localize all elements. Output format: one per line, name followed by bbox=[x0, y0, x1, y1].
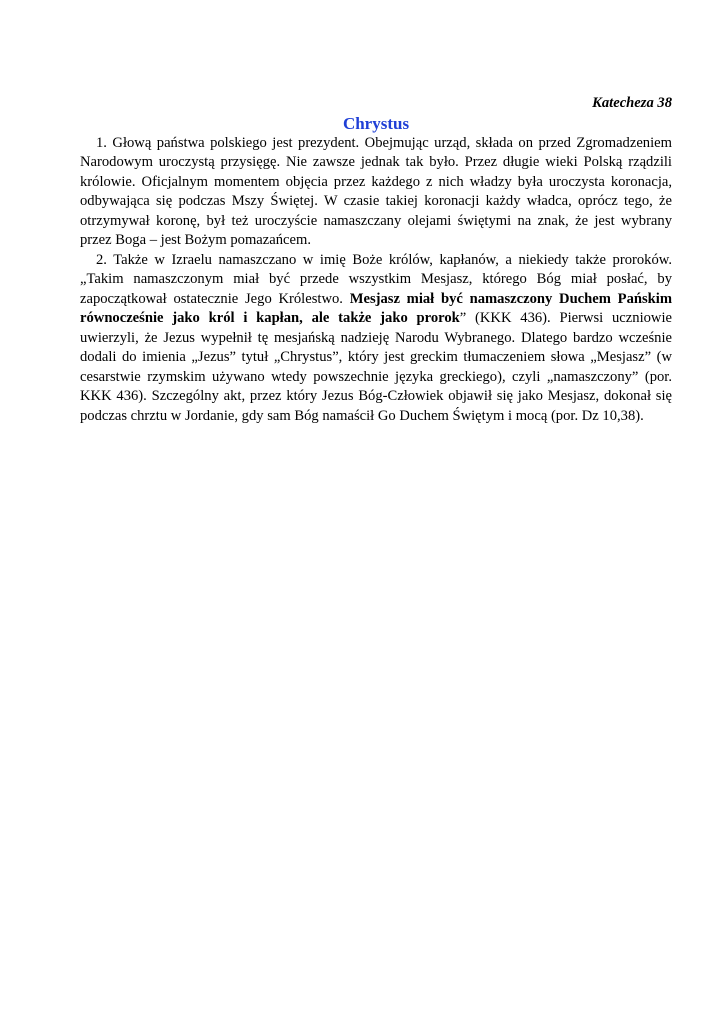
paragraph-2-text-c: ” (KKK 436). Pierwsi uczniowie uwierzyli, że Jezus wypełnił tę mesjańską nadzieję Narodu Wybranego. Dlatego bardzo wcześnie dodali do imienia „Jezus” tytuł „Chrystus”, który jest greckim tłumaczeniem słowa „Mesjasz” (w cesarstwie rzymskim używano wtedy powszechnie języka greckiego), czyli „namaszczony” (por. KKK 436). Szczególny akt, przez który Jezus Bóg-Człowiek objawił się jako Mesjasz, dokonał się podczas chrztu w Jordanie, gdy sam Bóg namaścił Go Duchem Świętym i mocą (por. Dz 10,38). bbox=[80, 310, 672, 424]
page-title: Chrystus bbox=[342, 113, 410, 133]
paragraph-2 bbox=[80, 251, 672, 427]
catechesis-number: Katecheza 38 bbox=[592, 95, 672, 111]
paragraph-2-text-a: 2. Także w Izraelu namaszczano w imię Boże królów, kapłanów, a niekiedy także proroków. „Takim namaszczonym miał być przede wszystkim Mesjasz, którego Bóg miał posłać, by zapoczątkował ostatecznie Jego Królestwo. bbox=[80, 251, 672, 307]
paragraph-1: 1. Głową państwa polskiego jest prezydent. Obejmując urząd, składa on przed Zgromadzeniem Narodowym uroczystą przysięgę. Nie zawsze jednak tak było. Przez długie wieki Polską rządzili królowie. Oficjalnym momentem objęcia przez każdego z nich władzy była uroczysta koronacja, odbywająca się podczas Mszy Świętej. W czasie takiej koronacji każdy władca, oprócz tego, że otrzymywał koronę, był też uroczyście namaszczany olejami świętymi na znak, że jest wybrany przez Boga – jest Bożym pomazańcem. bbox=[80, 134, 672, 248]
paragraph-2-bold: Mesjasz miał być namaszczony Duchem Pańskim równocześnie jako król i kapłan, ale także jako prorok bbox=[80, 290, 672, 326]
document-page bbox=[80, 94, 672, 426]
